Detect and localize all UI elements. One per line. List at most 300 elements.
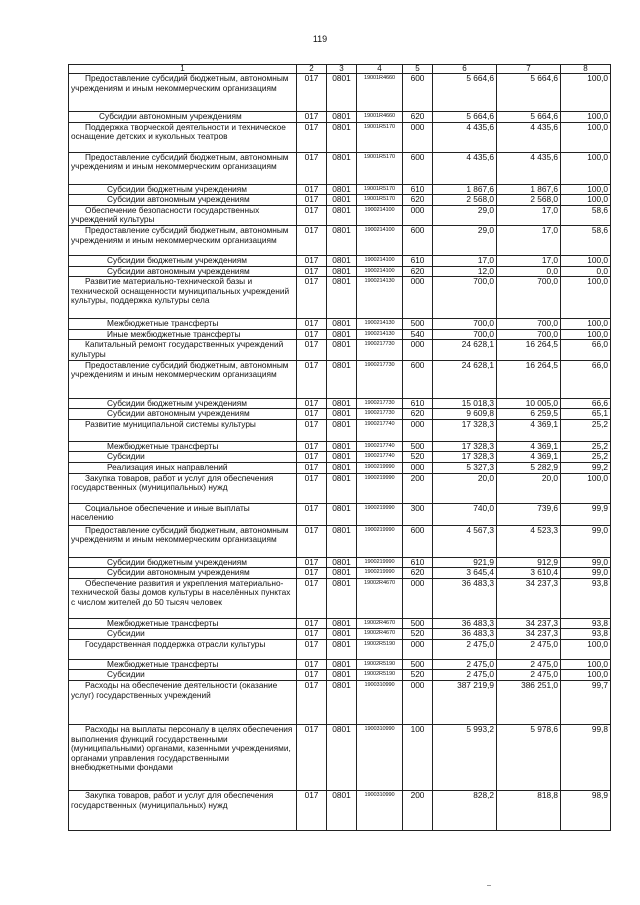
- row-plan: 2 568,0: [433, 195, 497, 206]
- row-percent: 58,6: [561, 225, 611, 255]
- row-csr: 1900214100: [357, 255, 403, 266]
- table-header-row: [69, 65, 611, 74]
- row-fact: 739,6: [497, 503, 561, 525]
- row-glava: 017: [297, 462, 327, 473]
- row-plan: 24 628,1: [433, 340, 497, 360]
- row-glava: 017: [297, 319, 327, 330]
- row-csr: 19001R5170: [357, 152, 403, 184]
- table-row: [69, 74, 611, 112]
- row-razdel: 0801: [327, 419, 357, 441]
- table-row: [69, 639, 611, 659]
- row-name: Государственная поддержка отрасли культуры: [69, 639, 297, 659]
- row-plan: 700,0: [433, 277, 497, 319]
- row-fact: 4 369,1: [497, 441, 561, 452]
- row-plan: 15 018,3: [433, 398, 497, 409]
- row-percent: 93,8: [561, 578, 611, 618]
- row-name: Межбюджетные трансферты: [69, 441, 297, 452]
- row-fact: 10 005,0: [497, 398, 561, 409]
- row-csr: 1900217730: [357, 340, 403, 360]
- row-plan: 36 483,3: [433, 618, 497, 629]
- row-csr: 19001R4660: [357, 74, 403, 112]
- row-vr: 000: [403, 681, 433, 725]
- row-fact: 386 251,0: [497, 681, 561, 725]
- row-glava: 017: [297, 112, 327, 123]
- row-glava: 017: [297, 225, 327, 255]
- row-csr: 1900310990: [357, 681, 403, 725]
- row-csr: 1900214130: [357, 329, 403, 340]
- row-name: Расходы на обеспечение деятельности (оказание услуг) государственных учреждений: [69, 681, 297, 725]
- row-razdel: 0801: [327, 659, 357, 670]
- row-fact: 2 475,0: [497, 639, 561, 659]
- row-plan: 5 664,6: [433, 112, 497, 123]
- row-name: Субсидии: [69, 629, 297, 640]
- row-percent: 58,6: [561, 205, 611, 225]
- row-name: Расходы на выплаты персоналу в целях обеспечения выполнения функций государственными (муниципальными) органами, казенными учреждениями, органами управления государственными внебюджетными фондами: [69, 725, 297, 791]
- row-percent: 100,0: [561, 659, 611, 670]
- col-header-2: 2: [297, 65, 327, 74]
- row-fact: 5 978,6: [497, 725, 561, 791]
- row-csr: 1900219990: [357, 503, 403, 525]
- row-vr: 000: [403, 639, 433, 659]
- row-razdel: 0801: [327, 670, 357, 681]
- row-plan: 17 328,3: [433, 452, 497, 463]
- row-percent: 100,0: [561, 184, 611, 195]
- row-glava: 017: [297, 152, 327, 184]
- row-plan: 1 867,6: [433, 184, 497, 195]
- row-glava: 017: [297, 639, 327, 659]
- row-vr: 620: [403, 266, 433, 277]
- row-vr: 610: [403, 398, 433, 409]
- row-fact: 17,0: [497, 255, 561, 266]
- row-vr: 610: [403, 184, 433, 195]
- row-vr: 600: [403, 360, 433, 398]
- row-csr: 1900217730: [357, 360, 403, 398]
- row-razdel: 0801: [327, 112, 357, 123]
- row-fact: 3 610,4: [497, 568, 561, 579]
- row-glava: 017: [297, 568, 327, 579]
- row-glava: 017: [297, 184, 327, 195]
- row-percent: 99,0: [561, 557, 611, 568]
- row-percent: 100,0: [561, 152, 611, 184]
- table-row: [69, 618, 611, 629]
- col-header-6: 6: [433, 65, 497, 74]
- row-percent: 100,0: [561, 329, 611, 340]
- row-vr: 200: [403, 473, 433, 503]
- row-vr: 620: [403, 112, 433, 123]
- table-row: [69, 557, 611, 568]
- row-plan: 20,0: [433, 473, 497, 503]
- row-razdel: 0801: [327, 205, 357, 225]
- row-glava: 017: [297, 681, 327, 725]
- row-glava: 017: [297, 578, 327, 618]
- row-plan: 740,0: [433, 503, 497, 525]
- row-fact: 2 568,0: [497, 195, 561, 206]
- row-percent: 66,0: [561, 360, 611, 398]
- row-name: Реализация иных направлений: [69, 462, 297, 473]
- row-plan: 36 483,3: [433, 629, 497, 640]
- row-name: Субсидии автономным учреждениям: [69, 266, 297, 277]
- row-glava: 017: [297, 122, 327, 152]
- row-razdel: 0801: [327, 639, 357, 659]
- row-glava: 017: [297, 74, 327, 112]
- row-plan: 700,0: [433, 329, 497, 340]
- row-vr: 000: [403, 340, 433, 360]
- row-razdel: 0801: [327, 329, 357, 340]
- col-header-1: 1: [69, 65, 297, 74]
- row-name: Предоставление субсидий бюджетным, автономным учреждениям и иным некоммерческим организациям: [69, 74, 297, 112]
- row-razdel: 0801: [327, 681, 357, 725]
- row-name: Межбюджетные трансферты: [69, 319, 297, 330]
- row-csr: 19002R4670: [357, 629, 403, 640]
- row-plan: 17 328,3: [433, 441, 497, 452]
- row-plan: 3 645,4: [433, 568, 497, 579]
- row-plan: 2 475,0: [433, 670, 497, 681]
- row-glava: 017: [297, 255, 327, 266]
- row-razdel: 0801: [327, 473, 357, 503]
- row-percent: 100,0: [561, 639, 611, 659]
- row-name: Предоставление субсидий бюджетным, автономным учреждениям и иным некоммерческим организациям: [69, 225, 297, 255]
- row-glava: 017: [297, 659, 327, 670]
- row-percent: 100,0: [561, 277, 611, 319]
- row-csr: 1900217740: [357, 452, 403, 463]
- row-csr: 1900217730: [357, 398, 403, 409]
- row-vr: 000: [403, 462, 433, 473]
- row-razdel: 0801: [327, 319, 357, 330]
- row-percent: 100,0: [561, 319, 611, 330]
- row-razdel: 0801: [327, 152, 357, 184]
- row-name: Капитальный ремонт государственных учреждений культуры: [69, 340, 297, 360]
- row-fact: 700,0: [497, 319, 561, 330]
- row-glava: 017: [297, 557, 327, 568]
- row-razdel: 0801: [327, 725, 357, 791]
- row-plan: 4 567,3: [433, 525, 497, 557]
- row-glava: 017: [297, 618, 327, 629]
- table-row: [69, 725, 611, 791]
- col-header-3: 3: [327, 65, 357, 74]
- row-plan: 4 435,6: [433, 122, 497, 152]
- row-glava: 017: [297, 725, 327, 791]
- row-vr: 600: [403, 152, 433, 184]
- table-row: [69, 503, 611, 525]
- row-fact: 818,8: [497, 791, 561, 831]
- row-razdel: 0801: [327, 503, 357, 525]
- row-glava: 017: [297, 441, 327, 452]
- table-row: [69, 629, 611, 640]
- row-glava: 017: [297, 205, 327, 225]
- table-row: [69, 122, 611, 152]
- row-name: Предоставление субсидий бюджетным, автономным учреждениям и иным некоммерческим организациям: [69, 360, 297, 398]
- row-razdel: 0801: [327, 441, 357, 452]
- row-name: Субсидии автономным учреждениям: [69, 112, 297, 123]
- row-csr: 1900214130: [357, 319, 403, 330]
- row-vr: 500: [403, 618, 433, 629]
- table-row: [69, 255, 611, 266]
- row-glava: 017: [297, 277, 327, 319]
- table-row: [69, 659, 611, 670]
- table-row: [69, 266, 611, 277]
- table-row: [69, 670, 611, 681]
- table-row: [69, 340, 611, 360]
- row-name: Развитие муниципальной системы культуры: [69, 419, 297, 441]
- row-name: Обеспечение развития и укрепления материально-технической базы домов культуры в населённых пунктах с числом жителей до 50 тысяч человек: [69, 578, 297, 618]
- row-plan: 4 435,6: [433, 152, 497, 184]
- row-glava: 017: [297, 398, 327, 409]
- table-row: [69, 578, 611, 618]
- row-plan: 9 609,8: [433, 409, 497, 420]
- row-csr: 1900219990: [357, 557, 403, 568]
- row-plan: 700,0: [433, 319, 497, 330]
- row-plan: 2 475,0: [433, 639, 497, 659]
- row-vr: 520: [403, 452, 433, 463]
- row-razdel: 0801: [327, 340, 357, 360]
- row-plan: 17,0: [433, 255, 497, 266]
- row-razdel: 0801: [327, 557, 357, 568]
- table-row: [69, 360, 611, 398]
- row-fact: 17,0: [497, 205, 561, 225]
- row-csr: 19001R5170: [357, 184, 403, 195]
- row-fact: 5 664,6: [497, 74, 561, 112]
- table-row: [69, 277, 611, 319]
- row-csr: 1900310990: [357, 725, 403, 791]
- row-fact: 17,0: [497, 225, 561, 255]
- row-percent: 99,2: [561, 462, 611, 473]
- col-header-8: 8: [561, 65, 611, 74]
- row-fact: 16 264,5: [497, 360, 561, 398]
- table-row: [69, 184, 611, 195]
- row-fact: 20,0: [497, 473, 561, 503]
- table-row: [69, 568, 611, 579]
- row-csr: 19002R5190: [357, 659, 403, 670]
- row-name: Межбюджетные трансферты: [69, 659, 297, 670]
- row-name: Обеспечение безопасности государственных учреждений культуры: [69, 205, 297, 225]
- row-percent: 93,8: [561, 618, 611, 629]
- row-name: Субсидии бюджетным учреждениям: [69, 255, 297, 266]
- row-fact: 4 369,1: [497, 452, 561, 463]
- table-row: [69, 225, 611, 255]
- row-plan: 5 993,2: [433, 725, 497, 791]
- row-plan: 29,0: [433, 205, 497, 225]
- row-razdel: 0801: [327, 409, 357, 420]
- row-percent: 99,0: [561, 568, 611, 579]
- row-glava: 017: [297, 340, 327, 360]
- row-vr: 610: [403, 557, 433, 568]
- row-name: Закупка товаров, работ и услуг для обеспечения государственных (муниципальных) нужд: [69, 473, 297, 503]
- row-csr: 1900310990: [357, 791, 403, 831]
- row-vr: 500: [403, 319, 433, 330]
- row-plan: 17 328,3: [433, 419, 497, 441]
- col-header-5: 5: [403, 65, 433, 74]
- row-percent: 25,2: [561, 441, 611, 452]
- row-percent: 66,6: [561, 398, 611, 409]
- row-fact: 6 259,5: [497, 409, 561, 420]
- row-percent: 99,7: [561, 681, 611, 725]
- row-fact: 700,0: [497, 329, 561, 340]
- row-vr: 300: [403, 503, 433, 525]
- row-plan: 36 483,3: [433, 578, 497, 618]
- row-name: Субсидии бюджетным учреждениям: [69, 184, 297, 195]
- row-plan: 24 628,1: [433, 360, 497, 398]
- row-fact: 2 475,0: [497, 670, 561, 681]
- row-fact: 5 664,6: [497, 112, 561, 123]
- row-csr: 19002R5190: [357, 670, 403, 681]
- row-glava: 017: [297, 670, 327, 681]
- row-razdel: 0801: [327, 74, 357, 112]
- row-percent: 99,9: [561, 503, 611, 525]
- table-row: [69, 681, 611, 725]
- row-fact: 0,0: [497, 266, 561, 277]
- row-percent: 99,8: [561, 725, 611, 791]
- row-csr: 19001R5170: [357, 122, 403, 152]
- row-glava: 017: [297, 329, 327, 340]
- row-percent: 100,0: [561, 112, 611, 123]
- row-glava: 017: [297, 409, 327, 420]
- row-razdel: 0801: [327, 255, 357, 266]
- row-percent: 100,0: [561, 74, 611, 112]
- row-vr: 610: [403, 255, 433, 266]
- table-row: [69, 329, 611, 340]
- row-name: Поддержка творческой деятельности и техническое оснащение детских и кукольных театров: [69, 122, 297, 152]
- row-csr: 1900214100: [357, 205, 403, 225]
- table-row: [69, 409, 611, 420]
- row-csr: 1900219990: [357, 568, 403, 579]
- row-fact: 1 867,6: [497, 184, 561, 195]
- row-fact: 16 264,5: [497, 340, 561, 360]
- row-csr: 1900214100: [357, 225, 403, 255]
- row-csr: 19002R5190: [357, 639, 403, 659]
- row-csr: 1900219990: [357, 462, 403, 473]
- row-glava: 017: [297, 195, 327, 206]
- row-percent: 0,0: [561, 266, 611, 277]
- row-vr: 000: [403, 205, 433, 225]
- row-name: Развитие материально-технической базы и технической оснащенности муниципальных учреждений культуры, поддержка культуры села: [69, 277, 297, 319]
- row-razdel: 0801: [327, 618, 357, 629]
- budget-table: [68, 64, 611, 831]
- row-glava: 017: [297, 629, 327, 640]
- row-csr: 1900214100: [357, 266, 403, 277]
- row-vr: 100: [403, 725, 433, 791]
- row-fact: 4 369,1: [497, 419, 561, 441]
- row-plan: 29,0: [433, 225, 497, 255]
- row-percent: 65,1: [561, 409, 611, 420]
- row-glava: 017: [297, 791, 327, 831]
- row-name: Субсидии автономным учреждениям: [69, 195, 297, 206]
- row-glava: 017: [297, 266, 327, 277]
- table-row: [69, 441, 611, 452]
- row-percent: 100,0: [561, 195, 611, 206]
- row-percent: 100,0: [561, 670, 611, 681]
- table-row: [69, 112, 611, 123]
- row-name: Субсидии: [69, 670, 297, 681]
- row-vr: 500: [403, 441, 433, 452]
- row-name: Субсидии автономным учреждениям: [69, 409, 297, 420]
- row-glava: 017: [297, 419, 327, 441]
- row-fact: 4 435,6: [497, 122, 561, 152]
- row-percent: 98,9: [561, 791, 611, 831]
- row-plan: 921,9: [433, 557, 497, 568]
- row-razdel: 0801: [327, 578, 357, 618]
- row-csr: 19002R4670: [357, 618, 403, 629]
- row-csr: 1900219990: [357, 525, 403, 557]
- row-name: Социальное обеспечение и иные выплаты населению: [69, 503, 297, 525]
- table-body: [69, 74, 611, 831]
- row-vr: 600: [403, 225, 433, 255]
- row-razdel: 0801: [327, 462, 357, 473]
- row-plan: 5 664,6: [433, 74, 497, 112]
- row-csr: 1900217730: [357, 409, 403, 420]
- row-razdel: 0801: [327, 452, 357, 463]
- row-vr: 620: [403, 409, 433, 420]
- row-csr: 1900219990: [357, 473, 403, 503]
- row-name: Межбюджетные трансферты: [69, 618, 297, 629]
- row-percent: 25,2: [561, 452, 611, 463]
- table-row: [69, 205, 611, 225]
- row-csr: 19001R5170: [357, 195, 403, 206]
- row-fact: 34 237,3: [497, 578, 561, 618]
- row-vr: 000: [403, 277, 433, 319]
- row-percent: 25,2: [561, 419, 611, 441]
- row-percent: 99,0: [561, 525, 611, 557]
- table-row: [69, 195, 611, 206]
- table-row: [69, 419, 611, 441]
- row-vr: 500: [403, 659, 433, 670]
- row-name: Субсидии бюджетным учреждениям: [69, 557, 297, 568]
- table-row: [69, 462, 611, 473]
- row-vr: 540: [403, 329, 433, 340]
- row-glava: 017: [297, 452, 327, 463]
- row-name: Иные межбюджетные трансферты: [69, 329, 297, 340]
- row-razdel: 0801: [327, 360, 357, 398]
- row-csr: 19001R4660: [357, 112, 403, 123]
- row-plan: 387 219,9: [433, 681, 497, 725]
- row-razdel: 0801: [327, 568, 357, 579]
- row-razdel: 0801: [327, 629, 357, 640]
- row-glava: 017: [297, 473, 327, 503]
- row-csr: 1900217740: [357, 419, 403, 441]
- table-row: [69, 791, 611, 831]
- row-vr: 000: [403, 578, 433, 618]
- row-vr: 520: [403, 670, 433, 681]
- row-name: Закупка товаров, работ и услуг для обеспечения государственных (муниципальных) нужд: [69, 791, 297, 831]
- table-row: [69, 452, 611, 463]
- row-razdel: 0801: [327, 266, 357, 277]
- row-csr: 1900217740: [357, 441, 403, 452]
- row-fact: 4 523,3: [497, 525, 561, 557]
- page-number: 119: [312, 34, 328, 44]
- row-fact: 34 237,3: [497, 618, 561, 629]
- table-row: [69, 152, 611, 184]
- row-razdel: 0801: [327, 277, 357, 319]
- row-vr: 620: [403, 195, 433, 206]
- row-vr: 000: [403, 419, 433, 441]
- row-glava: 017: [297, 503, 327, 525]
- row-glava: 017: [297, 525, 327, 557]
- row-vr: 520: [403, 629, 433, 640]
- row-razdel: 0801: [327, 122, 357, 152]
- row-vr: 620: [403, 568, 433, 579]
- row-vr: 000: [403, 122, 433, 152]
- row-razdel: 0801: [327, 525, 357, 557]
- table-row: [69, 398, 611, 409]
- row-fact: 5 282,9: [497, 462, 561, 473]
- table-row: [69, 525, 611, 557]
- table-row: [69, 473, 611, 503]
- row-csr: 19002R4670: [357, 578, 403, 618]
- row-plan: 12,0: [433, 266, 497, 277]
- row-percent: 100,0: [561, 122, 611, 152]
- table-row: [69, 319, 611, 330]
- row-vr: 600: [403, 74, 433, 112]
- row-fact: 4 435,6: [497, 152, 561, 184]
